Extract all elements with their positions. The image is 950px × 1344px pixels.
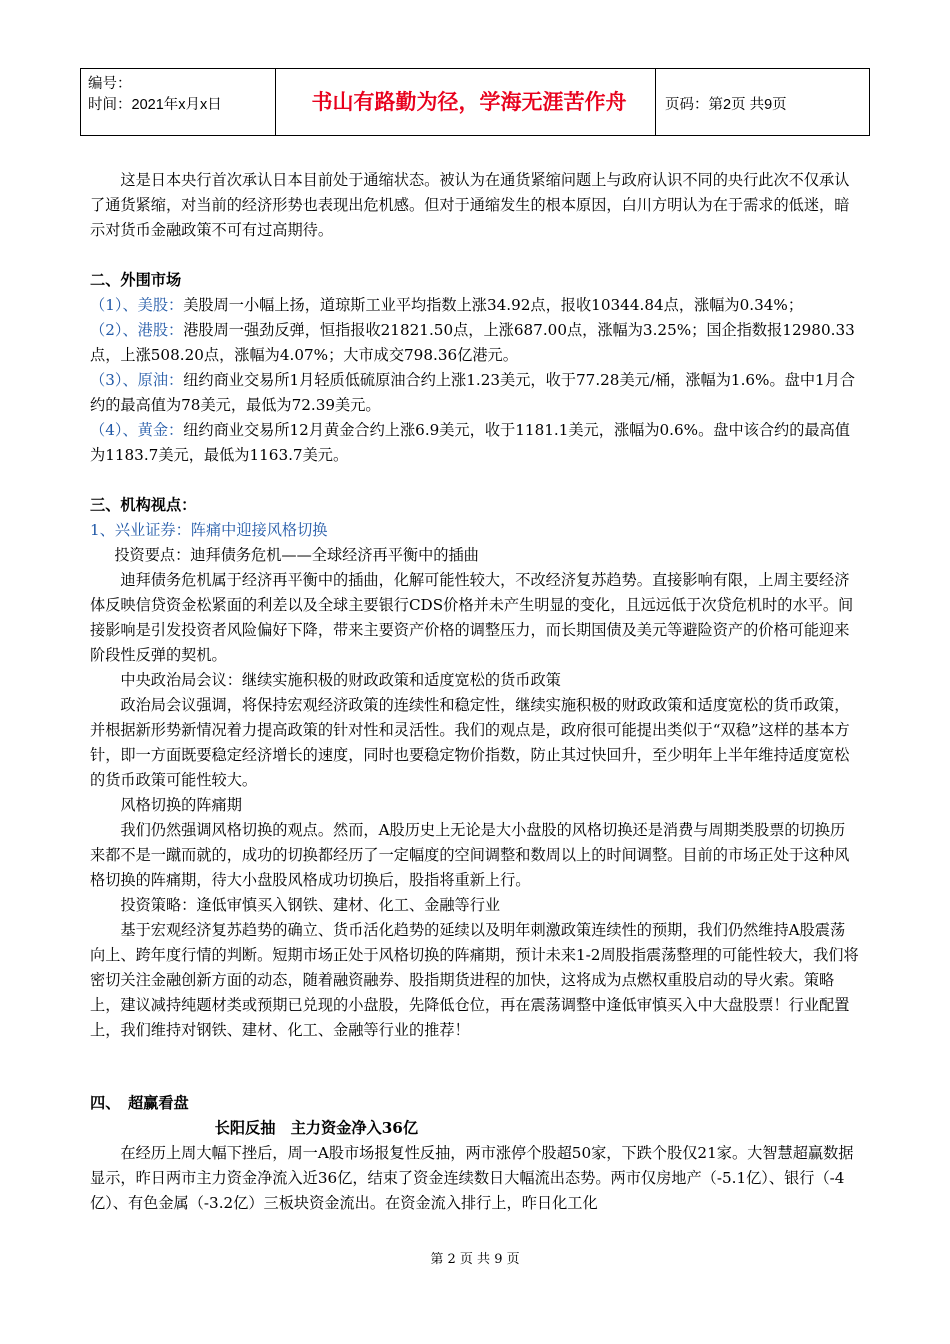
market-item-text: 港股周一强劲反弹，恒指报收21821.50点，上涨687.00点，涨幅为3.25%；国企指数报12980.33点，上涨508.20点，涨幅为4.07%；大市成交798.36亿港元。	[90, 321, 855, 364]
viewpoint-paragraph: 政治局会议强调，将保持宏观经济政策的连续性和稳定性，继续实施积极的财政政策和适度宽松的货币政策，并根据新形势新情况着力提高政策的针对性和灵活性。我们的观点是，政府很可能提出类似于“双稳”这样的基本方针，即一方面既要稳定经济增长的速度，同时也要稳定物价指数，防止其过快回升，至少明年上半年维持适度宽松的货币政策可能性较大。	[90, 696, 850, 789]
market-item-label: （3）、原油：	[90, 371, 184, 389]
header-top-border	[80, 68, 870, 69]
section-3-subtitle: 1、兴业证券：阵痛中迎接风格切换	[90, 521, 328, 539]
market-item-oil	[90, 368, 860, 418]
viewpoint-paragraph: 我们仍然强调风格切换的观点。然而，A股历史上无论是大小盘股的风格切换还是消费与周期类股票的切换历来都不是一蹴而就的，成功的切换都经历了一定幅度的空间调整和数周以上的时间调整。目前的市场正处于这种风格切换的阵痛期，待大小盘股风格成功切换后，股指将重新上行。	[90, 821, 850, 889]
header-divider-right	[869, 68, 870, 135]
section-2-title: 二、外围市场	[90, 271, 182, 289]
intro-paragraph: 这是日本央行首次承认日本目前处于通缩状态。被认为在通货紧缩问题上与政府认识不同的央行此次不仅承认了通货紧缩，对当前的经济形势也表现出危机感。但对于通缩发生的根本原因，白川方明认为在于需求的低迷，暗示对货币金融政策不可有过高期待。	[90, 171, 850, 239]
section-4-paragraph: 在经历上周大幅下挫后，周一A股市场报复性反抽，两市涨停个股超50家，下跌个股仅21家。大智慧超赢数据显示，昨日两市主力资金净流入近36亿，结束了资金连续数日大幅流出态势。两市仅房地产（-5.1亿）、银行（-4亿）、有色金属（-3.2亿）三板块资金流出。在资金流入排行上，昨日化工化	[90, 1144, 854, 1212]
header-divider-1	[275, 68, 276, 135]
market-item-label: （2）、港股：	[90, 321, 184, 339]
market-item-label: （1）、美股：	[90, 296, 184, 314]
viewpoint-paragraph: 迪拜债务危机属于经济再平衡中的插曲，化解可能性较大，不改经济复苏趋势。直接影响有限，上周主要经济体反映信贷资金松紧面的利差以及全球主要银行CDS价格并未产生明显的变化，且远远低于次贷危机时的水平。间接影响是引发投资者风险偏好下降，带来主要资产价格的调整压力，而长期国债及美元等避险资产的价格可能迎来阶段性反弹的契机。	[90, 571, 854, 664]
page-footer: 第 2 页 共 9 页	[430, 1252, 520, 1267]
doc-number-label: 编号：	[88, 76, 132, 92]
market-item-text: 美股周一小幅上扬，道琼斯工业平均指数上涨34.92点，报收10344.84点，涨幅为0.34%；	[183, 296, 804, 314]
header-meta	[88, 74, 222, 116]
header-bottom-border	[80, 135, 870, 136]
header-page-number: 页码：第2页 共9页	[665, 97, 787, 113]
section-4-title: 四、 超赢看盘	[90, 1094, 189, 1112]
viewpoint-paragraph: 基于宏观经济复苏趋势的确立、货币活化趋势的延续以及明年刺激政策连续性的预期，我们仍然维持A股震荡向上、跨年度行情的判断。短期市场正处于风格切换的阵痛期，预计未来1-2周股指震荡整理的可能性较大，我们将密切关注金融创新方面的动态，随着融资融券、股指期货进程的加快，这将成为点燃权重股启动的导火索。策略上，建议减持纯题材类或预期已兑现的小盘股，先降低仓位，再在震荡调整中逢低审慎买入中大盘股票！行业配置上，我们维持对钢铁、建材、化工、金融等行业的推荐！	[90, 921, 859, 1039]
viewpoint-subheading: 投资策略：逢低审慎买入钢铁、建材、化工、金融等行业	[120, 896, 501, 914]
viewpoint-subheading: 中央政治局会议：继续实施积极的财政政策和适度宽松的货币政策	[120, 671, 561, 689]
document-body	[90, 168, 860, 1216]
viewpoint-subheading: 投资要点：迪拜债务危机——全球经济再平衡中的插曲	[114, 546, 479, 564]
market-item-us	[90, 293, 860, 318]
market-item-text: 纽约商业交易所1月轻质低硫原油合约上涨1.23美元，收于77.28美元/桶，涨幅为1.6%。盘中1月合约的最高值为78美元，最低为72.39美元。	[90, 371, 856, 414]
market-item-text: 纽约商业交易所12月黄金合约上涨6.9美元，收于1181.1美元，涨幅为0.6%。盘中该合约的最高值为1183.7美元，最低为1163.7美元。	[90, 421, 850, 464]
viewpoint-subheading: 风格切换的阵痛期	[120, 796, 242, 814]
market-item-gold	[90, 418, 860, 468]
market-item-hk	[90, 318, 860, 368]
header-motto: 书山有路勤为径，学海无涯苦作舟	[311, 90, 627, 114]
header-divider-left	[80, 68, 81, 135]
section-3-title: 三、机构视点：	[90, 496, 197, 514]
market-item-label: （4）、黄金：	[90, 421, 184, 439]
doc-date-label: 时间：2021年x月x日	[88, 97, 222, 113]
section-4-subtitle: 长阳反抽 主力资金净入36亿	[214, 1119, 419, 1137]
